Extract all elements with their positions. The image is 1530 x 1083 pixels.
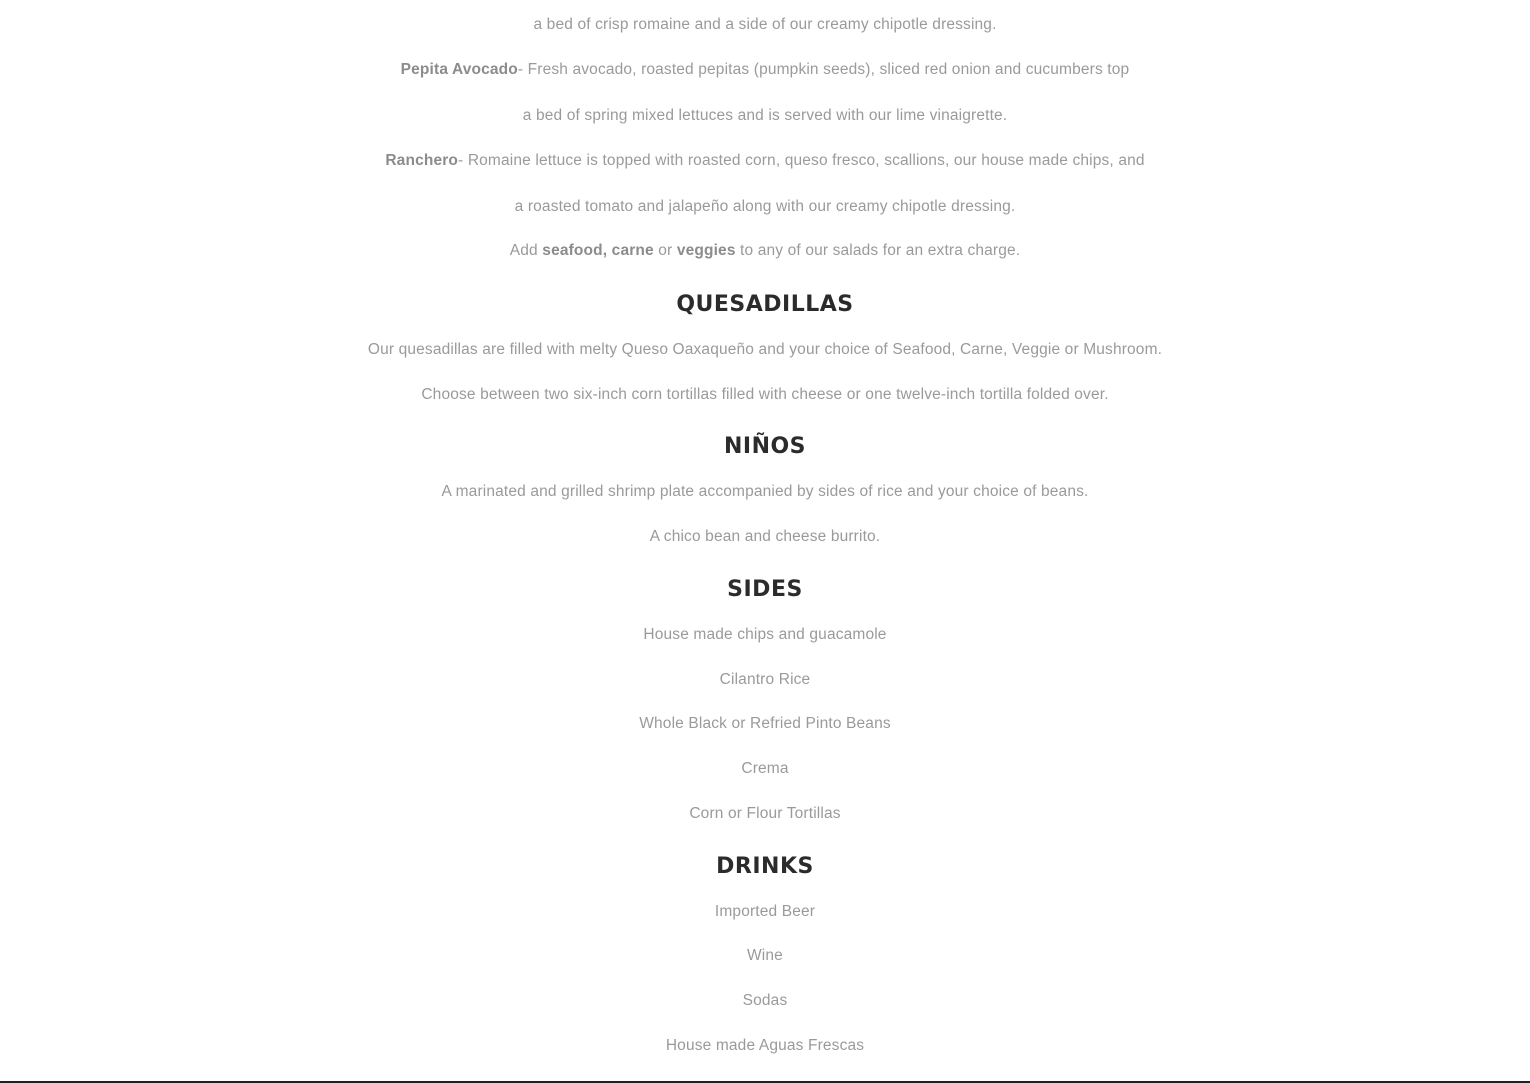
quesadillas-description: Our quesadillas are filled with melty Queso Oaxaqueño and your choice of Seafood, Carne, Veggie or Mushroom. bbox=[367, 341, 1163, 358]
quesadillas-tortilla-options: Choose between two six-inch corn tortillas filled with cheese or one twelve-inch tortilla folded over. bbox=[421, 386, 1109, 403]
menu-item-description-continued: a bed of spring mixed lettuces and is served with our lime vinaigrette. bbox=[522, 107, 1008, 124]
drinks-item: Imported Beer bbox=[714, 903, 816, 920]
menu-item-name: Pepita Avocado bbox=[400, 61, 518, 78]
menu-item-name: Ranchero bbox=[385, 152, 459, 169]
menu-item-description: - Romaine lettuce is topped with roasted corn, queso fresco, scallions, our house made chips, and bbox=[458, 152, 1145, 169]
menu-item-ranchero bbox=[0, 151, 1530, 171]
menu-item-pepita-avocado bbox=[0, 60, 1530, 80]
menu-item-description-continued: a roasted tomato and jalapeño along with our creamy chipotle dressing. bbox=[514, 198, 1016, 215]
sides-item: House made chips and guacamole bbox=[643, 626, 887, 643]
section-heading-drinks: DRINKS bbox=[716, 854, 814, 879]
sides-item: Crema bbox=[741, 760, 789, 777]
drinks-item: House made Aguas Frescas bbox=[665, 1037, 865, 1054]
sides-item: Whole Black or Refried Pinto Beans bbox=[639, 715, 891, 732]
sides-item: Cilantro Rice bbox=[719, 671, 811, 688]
ninos-item: A chico bean and cheese burrito. bbox=[649, 528, 881, 545]
drinks-item: Wine bbox=[747, 947, 783, 964]
sides-item: Corn or Flour Tortillas bbox=[689, 805, 841, 822]
drinks-item: Sodas bbox=[742, 992, 788, 1009]
addons-prefix: Add bbox=[509, 242, 543, 259]
ninos-item: A marinated and grilled shrimp plate accompanied by sides of rice and your choice of beans. bbox=[441, 483, 1089, 500]
salad-description-line: a bed of crisp romaine and a side of our creamy chipotle dressing. bbox=[533, 16, 997, 33]
addons-connector: or bbox=[653, 242, 677, 259]
menu-item-description: - Fresh avocado, roasted pepitas (pumpkin seeds), sliced red onion and cucumbers top bbox=[517, 61, 1130, 78]
section-heading-quesadillas: QUESADILLAS bbox=[676, 292, 854, 317]
salad-addons-note bbox=[0, 241, 1530, 261]
section-heading-ninos: NIÑOS bbox=[723, 434, 807, 459]
addons-option-seafood-carne: seafood, carne bbox=[542, 242, 654, 259]
addons-suffix: to any of our salads for an extra charge. bbox=[735, 242, 1021, 259]
section-heading-sides: SIDES bbox=[727, 577, 803, 602]
addons-option-veggies: veggies bbox=[676, 242, 736, 259]
